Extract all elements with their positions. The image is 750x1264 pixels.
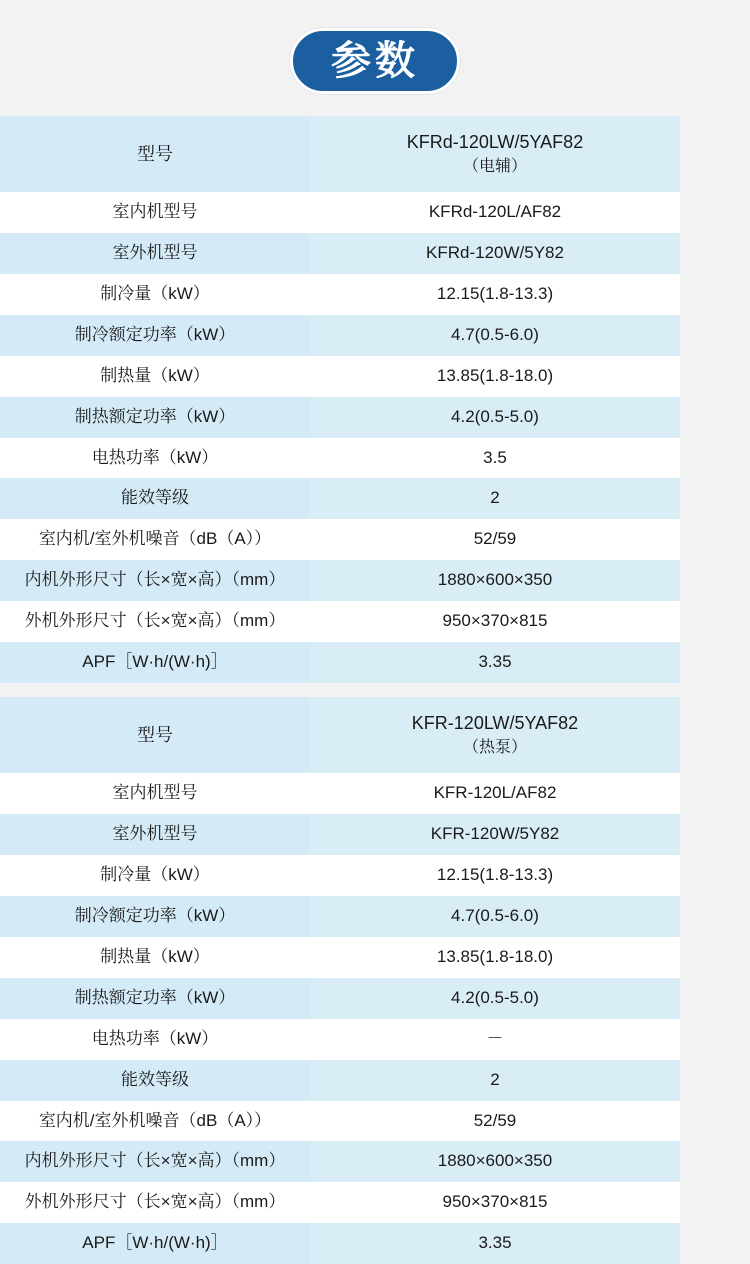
spec-label: 内机外形尺寸（长×宽×高）（mm）: [0, 560, 310, 601]
spec-value: 4.2(0.5-5.0): [310, 397, 680, 438]
table-row: [0, 192, 680, 233]
spec-value: 2: [310, 1060, 680, 1101]
page-title-badge: [290, 28, 460, 94]
table-row: [0, 697, 680, 773]
table-row: [0, 1141, 680, 1182]
spec-table-electric-aux: [0, 116, 680, 683]
spec-label: APF［W·h/(W·h)］: [0, 642, 310, 683]
spec-label: 能效等级: [0, 478, 310, 519]
spec-table-body-1: [0, 116, 680, 683]
table-row: [0, 397, 680, 438]
spec-label: 制冷量（kW）: [0, 855, 310, 896]
table-row: [0, 937, 680, 978]
table-row: [0, 1060, 680, 1101]
table-row: [0, 1223, 680, 1264]
table-row: [0, 773, 680, 814]
spec-label: 室内机型号: [0, 773, 310, 814]
spec-label: 室外机型号: [0, 233, 310, 274]
spec-table-body-2: [0, 697, 680, 1264]
page-title: 参数: [331, 39, 419, 83]
spec-label: 制热额定功率（kW）: [0, 978, 310, 1019]
spec-label: 制冷额定功率（kW）: [0, 315, 310, 356]
table-row: [0, 642, 680, 683]
spec-value: 1880×600×350: [310, 1141, 680, 1182]
table-row: [0, 233, 680, 274]
table-row: [0, 438, 680, 479]
spec-label: 外机外形尺寸（长×宽×高）（mm）: [0, 1182, 310, 1223]
spec-value: 3.35: [310, 1223, 680, 1264]
spec-label: 制冷量（kW）: [0, 274, 310, 315]
spec-value: 4.7(0.5-6.0): [310, 896, 680, 937]
table-row: [0, 978, 680, 1019]
spec-value: [310, 697, 680, 773]
spec-label: 能效等级: [0, 1060, 310, 1101]
spec-value: －: [310, 1019, 680, 1060]
table-separator: [0, 683, 750, 697]
spec-value: KFR-120L/AF82: [310, 773, 680, 814]
spec-label: 电热功率（kW）: [0, 1019, 310, 1060]
spec-value: 1880×600×350: [310, 560, 680, 601]
table-row: [0, 601, 680, 642]
table-row: [0, 1019, 680, 1060]
spec-label: 外机外形尺寸（长×宽×高）（mm）: [0, 601, 310, 642]
table-row: [0, 478, 680, 519]
spec-value: 13.85(1.8-18.0): [310, 937, 680, 978]
table-row: [0, 560, 680, 601]
spec-label: 内机外形尺寸（长×宽×高）（mm）: [0, 1141, 310, 1182]
spec-label: 制热量（kW）: [0, 356, 310, 397]
spec-label: 室内机型号: [0, 192, 310, 233]
spec-value: 13.85(1.8-18.0): [310, 356, 680, 397]
spec-value: KFRd-120L/AF82: [310, 192, 680, 233]
spec-label: 电热功率（kW）: [0, 438, 310, 479]
spec-value: 3.5: [310, 438, 680, 479]
table-row: [0, 1101, 680, 1142]
spec-value: KFR-120W/5Y82: [310, 814, 680, 855]
table-row: [0, 1182, 680, 1223]
spec-value: KFRd-120W/5Y82: [310, 233, 680, 274]
table-row: [0, 274, 680, 315]
spec-label: 制热额定功率（kW）: [0, 397, 310, 438]
table-row: [0, 356, 680, 397]
spec-label: 型号: [0, 697, 310, 773]
table-row: [0, 116, 680, 192]
spec-value: 4.2(0.5-5.0): [310, 978, 680, 1019]
spec-label: 型号: [0, 116, 310, 192]
spec-table-heat-pump: [0, 697, 680, 1264]
spec-label: 室外机型号: [0, 814, 310, 855]
table-row: [0, 519, 680, 560]
table-row: [0, 315, 680, 356]
spec-value: [310, 116, 680, 192]
spec-value: 12.15(1.8-13.3): [310, 274, 680, 315]
spec-label: 室内机/室外机噪音（dB（A））: [0, 519, 310, 560]
table-row: [0, 855, 680, 896]
spec-value-sub: （热泵）: [462, 739, 527, 757]
table-row: [0, 814, 680, 855]
spec-value: 4.7(0.5-6.0): [310, 315, 680, 356]
spec-value: 2: [310, 478, 680, 519]
spec-value-sub: （电辅）: [462, 158, 527, 176]
spec-value-main: KFRd-120LW/5YAF82: [406, 132, 584, 152]
spec-value: 950×370×815: [310, 601, 680, 642]
page-title-container: [0, 0, 750, 116]
spec-value: 12.15(1.8-13.3): [310, 855, 680, 896]
spec-value: 52/59: [310, 1101, 680, 1142]
spec-value: 950×370×815: [310, 1182, 680, 1223]
table-row: [0, 896, 680, 937]
spec-label: 制冷额定功率（kW）: [0, 896, 310, 937]
spec-value: 52/59: [310, 519, 680, 560]
spec-label: 制热量（kW）: [0, 937, 310, 978]
spec-label: 室内机/室外机噪音（dB（A））: [0, 1101, 310, 1142]
spec-value-main: KFR-120LW/5YAF82: [411, 713, 579, 734]
spec-value: 3.35: [310, 642, 680, 683]
spec-label: APF［W·h/(W·h)］: [0, 1223, 310, 1264]
